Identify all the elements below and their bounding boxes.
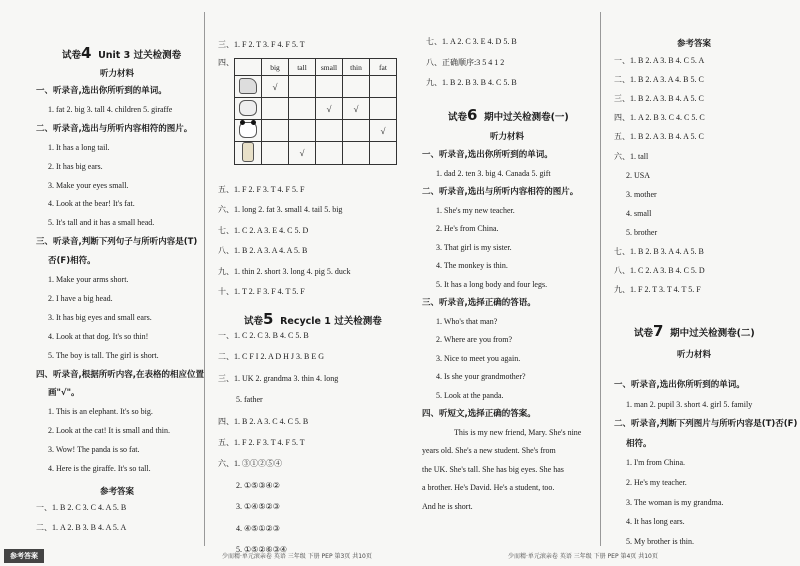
test4-sub: 听力材料	[100, 69, 135, 79]
text-line: 二、听录音,判断下列图片与所听内容是(T)否(F)	[614, 419, 798, 430]
text-line: 三、1. B 2. A 3. B 4. A 5. C	[614, 94, 704, 104]
answer-table	[234, 58, 397, 165]
text-line: 画"√"。	[48, 388, 80, 399]
check-cell: √	[316, 98, 343, 120]
check-cell: √	[289, 142, 316, 165]
text-line: 4. Look at that dog. It's so thin!	[48, 331, 149, 341]
text-line: 相符。	[626, 438, 652, 449]
text-line: 六、1. tall	[614, 151, 649, 161]
check-cell	[343, 142, 370, 165]
text-line: 3. Wow! The panda is so fat.	[48, 445, 140, 455]
text-line: 1. This is an elephant. It's so big.	[48, 407, 153, 417]
text-line: 1. It has a long tail.	[48, 142, 110, 152]
table-label: 四、	[218, 58, 234, 67]
check-cell	[370, 142, 397, 165]
check-cell	[343, 120, 370, 142]
table-row	[235, 142, 397, 165]
table-row	[235, 76, 397, 98]
panda-icon	[239, 122, 257, 138]
text-line: 1. fat 2. big 3. tall 4. children 5. giraffe	[48, 104, 173, 114]
text-line: 四、听短文,选择正确的答案。	[422, 409, 536, 419]
text-line: 四、1. A 2. B 3. C 4. C 5. C	[614, 113, 705, 123]
text-line: 三、听录音,判断下列句子与所听内容是(T)	[36, 237, 198, 248]
test4-answer-line: 三、1. F 2. T 3. F 4. F 5. T	[218, 40, 305, 49]
check-cell	[262, 98, 289, 120]
text-line: years old. She's a new student. She's from	[422, 446, 556, 455]
text-line: This is my new friend, Mary. She's nine	[454, 427, 582, 437]
text-line: 1. man 2. pupil 3. short 4. girl 5. family	[626, 399, 753, 409]
check-cell	[343, 76, 370, 98]
check-cell: √	[262, 76, 289, 98]
test5-title: 试卷5 Recycle 1 过关检测卷	[244, 310, 382, 328]
check-cell	[370, 76, 397, 98]
table-corner	[235, 59, 262, 76]
text-line: the UK. She's tall. She has big eyes. She has	[422, 464, 564, 474]
text-line: 一、1. C 2. C 3. B 4. C 5. B	[218, 331, 309, 340]
text-line: 六、1. ③①②⑤④	[218, 459, 282, 469]
text-line: 九、1. thin 2. short 3. long 4. pig 5. duck	[218, 266, 351, 276]
text-line: 二、1. C F I 2. A D H J 3. B E G	[218, 352, 325, 362]
check-cell	[370, 98, 397, 120]
check-cell	[316, 142, 343, 165]
test6-sub: 听力材料	[490, 132, 525, 142]
check-cell: √	[343, 98, 370, 120]
check-cell	[316, 120, 343, 142]
text-line: 2. He's my teacher.	[626, 478, 687, 487]
text-line: 3. Make your eyes small.	[48, 180, 129, 190]
check-cell	[289, 120, 316, 142]
text-line: 1. dad 2. ten 3. big 4. Canada 5. gift	[436, 168, 551, 178]
page-footer: 少而精·单元滚亲卷 英语 三年级 下册 PEP 第4页 共10页	[508, 553, 658, 560]
text-line: 5. brother	[626, 227, 658, 237]
text-line: 4. ④⑤①②③	[236, 523, 280, 533]
text-line: 八、1. B 2. A 3. A 4. A 5. B	[218, 246, 308, 256]
column-divider	[600, 12, 601, 546]
page-footer: 少而精·单元滚亲卷 英语 三年级 下册 PEP 第3页 共10页	[222, 553, 372, 560]
text-line: 九、1. F 2. T 3. T 4. T 5. F	[614, 285, 701, 295]
text-line: 5. It's tall and it has a small head.	[48, 218, 155, 228]
text-line: 5. father	[236, 395, 263, 405]
text-line: 5. The boy is tall. The girl is short.	[48, 350, 159, 360]
text-line: 一、1. B 2. C 3. C 4. A 5. B	[36, 503, 127, 512]
giraffe-icon	[242, 142, 254, 162]
text-line: 3. Nice to meet you again.	[436, 353, 521, 363]
text-line: 一、听录音,选出你所听到的单词。	[422, 150, 553, 160]
check-cell	[289, 98, 316, 120]
test7-title: 试卷7 期中过关检测卷(二)	[634, 322, 755, 340]
text-line: 5. Look at the panda.	[436, 390, 504, 400]
table-header: thin	[343, 59, 370, 76]
text-line: 七、1. B 2. B 3. A 4. A 5. B	[614, 247, 704, 256]
text-line: 四、1. B 2. A 3. C 4. C 5. B	[218, 416, 309, 426]
text-line: 三、听录音,选择正确的答语。	[422, 298, 536, 308]
text-line: And he is short.	[422, 501, 473, 511]
text-line: 2. It has big ears.	[48, 161, 103, 171]
text-line: 3. That girl is my sister.	[436, 242, 512, 252]
table-header: fat	[370, 59, 397, 76]
text-line: a brother. He's David. He's a student, too.	[422, 483, 555, 492]
text-line: 一、听录音,选出你所听到的单词。	[36, 86, 167, 96]
column-divider	[204, 12, 205, 546]
text-line: 三、1. UK 2. grandma 3. thin 4. long	[218, 373, 339, 383]
text-line: 二、听录音,选出与所听内容相符的图片。	[36, 123, 193, 134]
text-line: 十、1. T 2. F 3. F 4. T 5. F	[218, 287, 305, 296]
text-line: 4. The monkey is thin.	[436, 261, 508, 270]
text-line: 四、听录音,根据所听内容,在表格的相应位置	[36, 369, 204, 380]
text-line: 4. Is she your grandmother?	[436, 372, 526, 381]
text-line: 4. Look at the bear! It's fat.	[48, 199, 135, 209]
text-line: 九、1. B 2. B 3. B 4. C 5. B	[426, 78, 517, 87]
text-line: 2. Where are you from?	[436, 335, 513, 344]
table-header: tall	[289, 59, 316, 76]
text-line: 一、1. B 2. A 3. B 4. C 5. A	[614, 56, 705, 65]
text-line: 1. I'm from China.	[626, 458, 685, 468]
text-line: 3. mother	[626, 189, 657, 199]
text-line: 5. My brother is thin.	[626, 536, 694, 546]
cat-icon	[239, 100, 257, 116]
test4-title: 试卷4 Unit 3 过关检测卷	[62, 44, 182, 62]
table-header: big	[262, 59, 289, 76]
test7-sub: 听力材料	[677, 350, 712, 360]
text-line: 3. ①④⑤②③	[236, 502, 280, 512]
text-line: 八、1. C 2. A 3. B 4. C 5. D	[614, 266, 705, 276]
text-line: 4. It has long ears.	[626, 517, 685, 527]
text-line: 2. Look at the cat! It is small and thin.	[48, 426, 170, 436]
check-cell: √	[370, 120, 397, 142]
table-header: small	[316, 59, 343, 76]
text-line: 4. small	[626, 208, 652, 218]
text-line: 3. The woman is my grandma.	[626, 497, 724, 507]
text-line: 否(F)相符。	[48, 256, 96, 267]
text-line: 2. ①⑤③④②	[236, 480, 280, 490]
test6-title: 试卷6 期中过关检测卷(一)	[448, 106, 569, 124]
text-line: 五、1. F 2. F 3. T 4. F 5. T	[218, 438, 305, 447]
text-line: 二、1. B 2. A 3. A 4. B 5. C	[614, 75, 704, 85]
text-line: 5. It has a long body and four legs.	[436, 279, 548, 289]
text-line: 1. Who's that man?	[436, 316, 498, 326]
check-cell	[262, 120, 289, 142]
check-cell	[289, 76, 316, 98]
text-line: 二、1. A 2. B 3. B 4. A 5. A	[36, 523, 127, 532]
text-line: 2. He's from China.	[436, 224, 499, 233]
col4-answers-head: 参考答案	[677, 39, 712, 49]
elephant-icon	[239, 78, 257, 94]
right-page	[400, 0, 800, 566]
text-line: 五、1. F 2. F 3. T 4. F 5. F	[218, 185, 305, 194]
text-line: 一、听录音,选出你所听到的单词。	[614, 380, 745, 390]
text-line: 六、1. long 2. fat 3. small 4. tail 5. big	[218, 205, 343, 215]
text-line: 5. ①⑤②⑥③④	[236, 545, 288, 554]
text-line: 五、1. B 2. A 3. B 4. A 5. C	[614, 132, 704, 142]
check-cell	[316, 76, 343, 98]
table-row	[235, 120, 397, 142]
table-row	[235, 98, 397, 120]
text-line: 4. Here is the giraffe. It's so tall.	[48, 464, 151, 473]
test4-answers-head: 参考答案	[100, 487, 135, 497]
text-line: 1. She's my new teacher.	[436, 205, 515, 215]
text-line: 八、正确顺序:3 5 4 1 2	[426, 57, 505, 67]
text-line: 2. I have a big head.	[48, 293, 113, 303]
text-line: 1. Make your arms short.	[48, 275, 129, 284]
text-line: 二、听录音,选出与所听内容相符的图片。	[422, 187, 579, 197]
check-cell	[262, 142, 289, 165]
text-line: 七、1. A 2. C 3. E 4. D 5. B	[426, 37, 517, 46]
answers-badge: 参考答案	[4, 549, 44, 563]
text-line: 3. It has big eyes and small ears.	[48, 312, 152, 322]
text-line: 2. USA	[626, 170, 651, 180]
text-line: 七、1. C 2. A 3. E 4. C 5. D	[218, 225, 309, 235]
